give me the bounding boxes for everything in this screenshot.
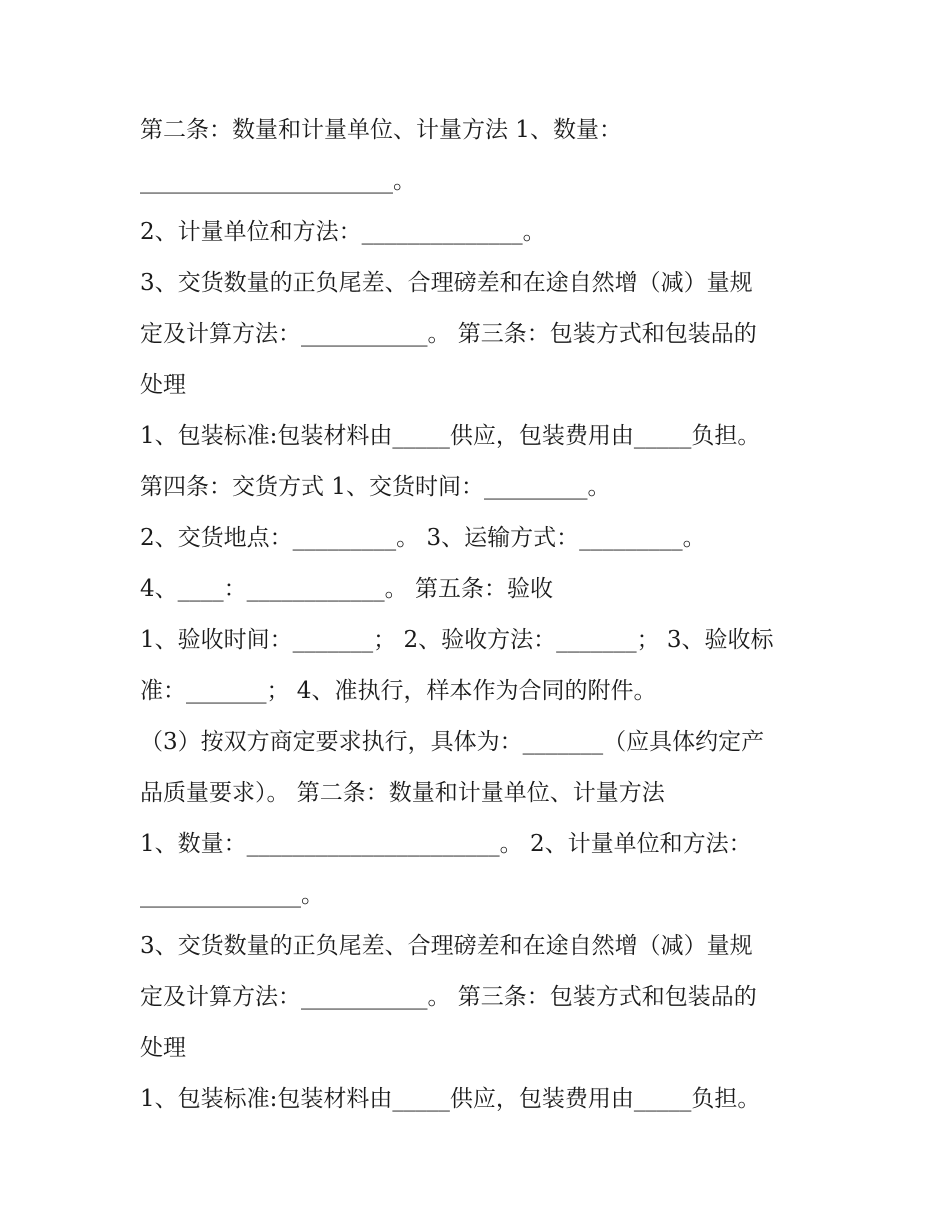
- text-line: 1、验收时间：_______； 2、验收方法：_______； 3、验收标: [140, 627, 774, 653]
- text-line: 准：_______； 4、准执行，样本作为合同的附件。: [140, 678, 657, 704]
- text-line: 3、交货数量的正负尾差、合理磅差和在途自然增（减）量规: [140, 933, 753, 959]
- text-line: 1、包装标准:包装材料由_____供应，包装费用由_____负担。: [140, 1086, 761, 1112]
- text-line: 定及计算方法：___________。 第三条：包装方式和包装品的: [140, 984, 757, 1010]
- text-line: 3、交货数量的正负尾差、合理磅差和在途自然增（减）量规: [140, 270, 753, 296]
- text-line: 2、交货地点：_________。 3、运输方式：_________。: [140, 525, 706, 551]
- text-line: 4、____：____________。 第五条：验收: [140, 576, 553, 602]
- text-line: （3）按双方商定要求执行，具体为：_______（应具体约定产: [140, 729, 765, 755]
- document-body: [140, 105, 820, 1125]
- text-line: 2、计量单位和方法：______________。: [140, 219, 546, 245]
- text-line: 1、包装标准:包装材料由_____供应，包装费用由_____负担。: [140, 423, 761, 449]
- text-line: 定及计算方法：___________。 第三条：包装方式和包装品的: [140, 321, 757, 347]
- text-line: ______________________。: [140, 168, 416, 194]
- text-line: 第四条：交货方式 1、交货时间：_________。: [140, 474, 611, 500]
- text-line: ______________。: [140, 882, 324, 908]
- text-line: 品质量要求）。 第二条：数量和计量单位、计量方法: [140, 780, 665, 806]
- text-line: 第二条：数量和计量单位、计量方法 1、数量：: [140, 117, 622, 143]
- text-line: 处理: [140, 372, 186, 398]
- text-line: 处理: [140, 1035, 186, 1061]
- text-line: 1、数量：______________________。 2、计量单位和方法：: [140, 831, 752, 857]
